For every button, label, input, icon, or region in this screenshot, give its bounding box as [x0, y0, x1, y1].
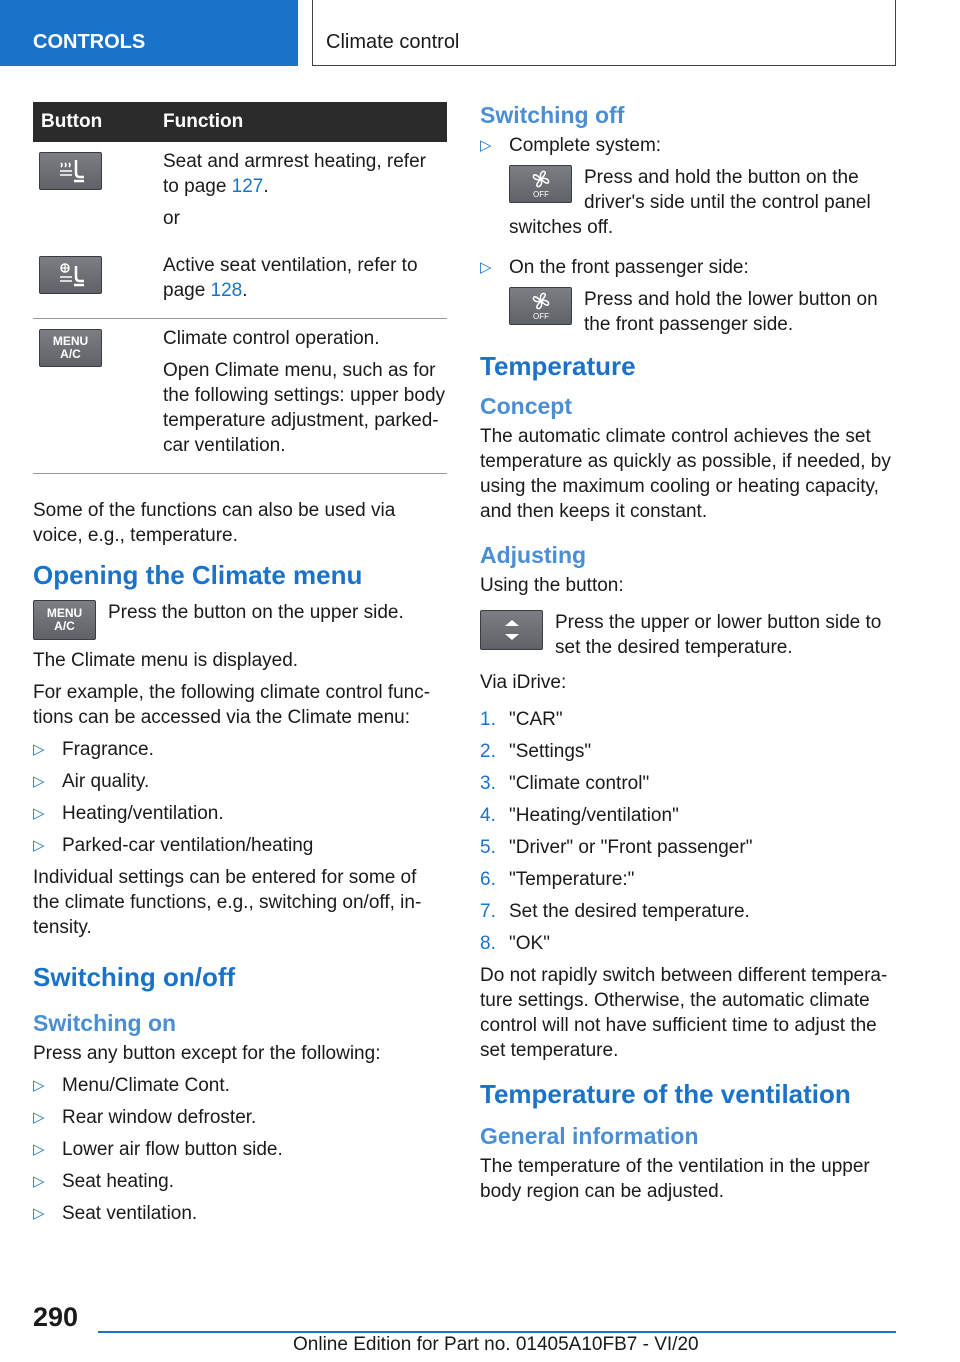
- bullet-triangle-icon: ▷: [33, 773, 45, 790]
- temperature-up-down-icon: [480, 610, 543, 650]
- row-extra: or: [163, 208, 180, 229]
- intro-text: Some of the functions can also be used via voice, e.g., temperature.: [33, 500, 396, 546]
- col-header-button: Button: [33, 102, 155, 142]
- warning-text: Do not rapidly switch between different tempera‐ture settings. Otherwise, the automatic climate control will not have sufficient time to adjust the set temperature.: [480, 965, 888, 1061]
- list-item: ▷ Menu/Climate Cont.: [33, 1075, 230, 1096]
- svg-text:OFF: OFF: [532, 312, 549, 321]
- bullet-triangle-icon: ▷: [33, 1205, 45, 1222]
- heading-opening-climate-menu: Opening the Climate menu: [33, 560, 363, 590]
- section-tab: CONTROLS: [0, 0, 298, 66]
- opening-instruction: MENU A/C Press the button on the upper side.: [33, 600, 447, 640]
- fan-off-icon: [509, 165, 572, 203]
- chapter-title: Climate control: [312, 0, 896, 66]
- list-item: 6. "Temperature:": [480, 869, 635, 890]
- page-number: 290: [33, 1302, 79, 1332]
- list-item: ▷ Rear window defroster.: [33, 1107, 257, 1128]
- list-item: ▷ Heating/ventilation.: [33, 803, 224, 824]
- idrive-steps: [480, 707, 896, 956]
- row-extra: Open Climate menu, such as for the following settings: upper body temperature adjustment, parked-car ventilation.: [163, 360, 446, 456]
- list-item: ▷ On the front passenger side: OFF Press and hold the lower button on the front passenger side.: [480, 257, 878, 335]
- list-item: 3. "Climate control": [480, 773, 650, 794]
- bullet-triangle-icon: ▷: [33, 741, 45, 758]
- table-header-row: [33, 102, 447, 142]
- row-text: Active seat ventilation, refer to page: [163, 255, 418, 301]
- col-header-function: Function: [155, 102, 447, 142]
- page-link[interactable]: 127: [231, 176, 264, 197]
- list-item: 1. "CAR": [480, 709, 563, 730]
- press-any-text: Press any button except for the following:: [33, 1043, 381, 1064]
- list-item: 4. "Heating/ventilation": [480, 805, 679, 826]
- list-item: ▷ Fragrance.: [33, 739, 154, 760]
- list-item: ▷ Seat ventilation.: [33, 1203, 198, 1224]
- seat-ventilation-icon: [39, 256, 102, 294]
- list-item: ▷ Complete system: OFF Press and hold the button on the driver's side until the control panel switches off.: [480, 135, 871, 238]
- menu-ac-icon: MENU A/C: [33, 600, 96, 640]
- heading-switching-off: Switching off: [480, 102, 625, 128]
- heading-adjusting: Adjusting: [480, 542, 587, 568]
- heading-general-information: General information: [480, 1123, 699, 1149]
- svg-text:OFF: OFF: [532, 190, 549, 199]
- bullet-triangle-icon: ▷: [480, 259, 492, 276]
- concept-text: The automatic climate control achieves the set temperature as quickly as possible, if needed, by using the maximum cooling or heating capacity, and then keeps it constant.: [480, 426, 891, 522]
- list-item: ▷ Lower air flow button side.: [33, 1139, 283, 1160]
- row-text: Climate control operation.: [163, 328, 380, 349]
- page-link[interactable]: 128: [210, 280, 243, 301]
- heading-concept: Concept: [480, 393, 572, 419]
- page-header: [0, 0, 960, 66]
- bullet-triangle-icon: ▷: [33, 837, 45, 854]
- bullet-triangle-icon: ▷: [33, 1109, 45, 1126]
- except-list: [33, 1073, 447, 1226]
- heading-switching-on-off: Switching on/off: [33, 962, 236, 992]
- fan-off-icon: [509, 287, 572, 325]
- seat-heating-icon: [39, 152, 102, 190]
- switch-off-list: [480, 133, 896, 337]
- left-column: [33, 102, 447, 1233]
- list-item: 7. Set the desired temperature.: [480, 901, 750, 922]
- bullet-triangle-icon: ▷: [33, 1077, 45, 1094]
- list-item: 8. "OK": [480, 933, 550, 954]
- using-button-text: Using the button:: [480, 575, 624, 596]
- individual-settings-text: Individual settings can be entered for some of the climate functions, e.g., switching on/off, in‐tensity.: [33, 867, 422, 938]
- adjust-instruction: Press the upper or lower button side to set the desired temperature.: [480, 610, 896, 660]
- via-idrive-text: Via iDrive:: [480, 672, 567, 693]
- table-row: Active seat ventilation, refer to page 128.: [33, 246, 447, 319]
- list-item: ▷ Air quality.: [33, 771, 150, 792]
- list-item: ▷ Seat heating.: [33, 1171, 174, 1192]
- bullet-triangle-icon: ▷: [480, 137, 492, 154]
- example-text: For example, the following climate control func‐tions can be accessed via the Climate menu:: [33, 682, 431, 728]
- table-row: [33, 319, 447, 474]
- general-text: The temperature of the ventilation in the upper body region can be adjusted.: [480, 1156, 870, 1202]
- list-item: 2. "Settings": [480, 741, 592, 762]
- bullet-triangle-icon: ▷: [33, 805, 45, 822]
- list-item: ▷ Parked-car ventilation/heating: [33, 835, 314, 856]
- table-row: Seat and armrest heating, refer to page 127. or: [33, 142, 447, 246]
- right-column: [480, 100, 896, 1211]
- bullet-triangle-icon: ▷: [33, 1173, 45, 1190]
- edition-text: Online Edition for Part no. 01405A10FB7 - VI/20: [293, 1334, 699, 1355]
- bullet-triangle-icon: ▷: [33, 1141, 45, 1158]
- list-item: 5. "Driver" or "Front passenger": [480, 837, 753, 858]
- row-text: Seat and armrest heating, refer to page: [163, 151, 426, 197]
- heading-temperature-of-ventilation: Temperature of the ventilation: [480, 1079, 851, 1109]
- heading-temperature: Temperature: [480, 351, 636, 381]
- button-function-table: [33, 102, 447, 474]
- heading-switching-on: Switching on: [33, 1010, 177, 1036]
- menu-displayed-text: The Climate menu is displayed.: [33, 650, 299, 671]
- menu-ac-icon: MENU A/C: [39, 329, 102, 367]
- climate-menu-list: [33, 737, 447, 858]
